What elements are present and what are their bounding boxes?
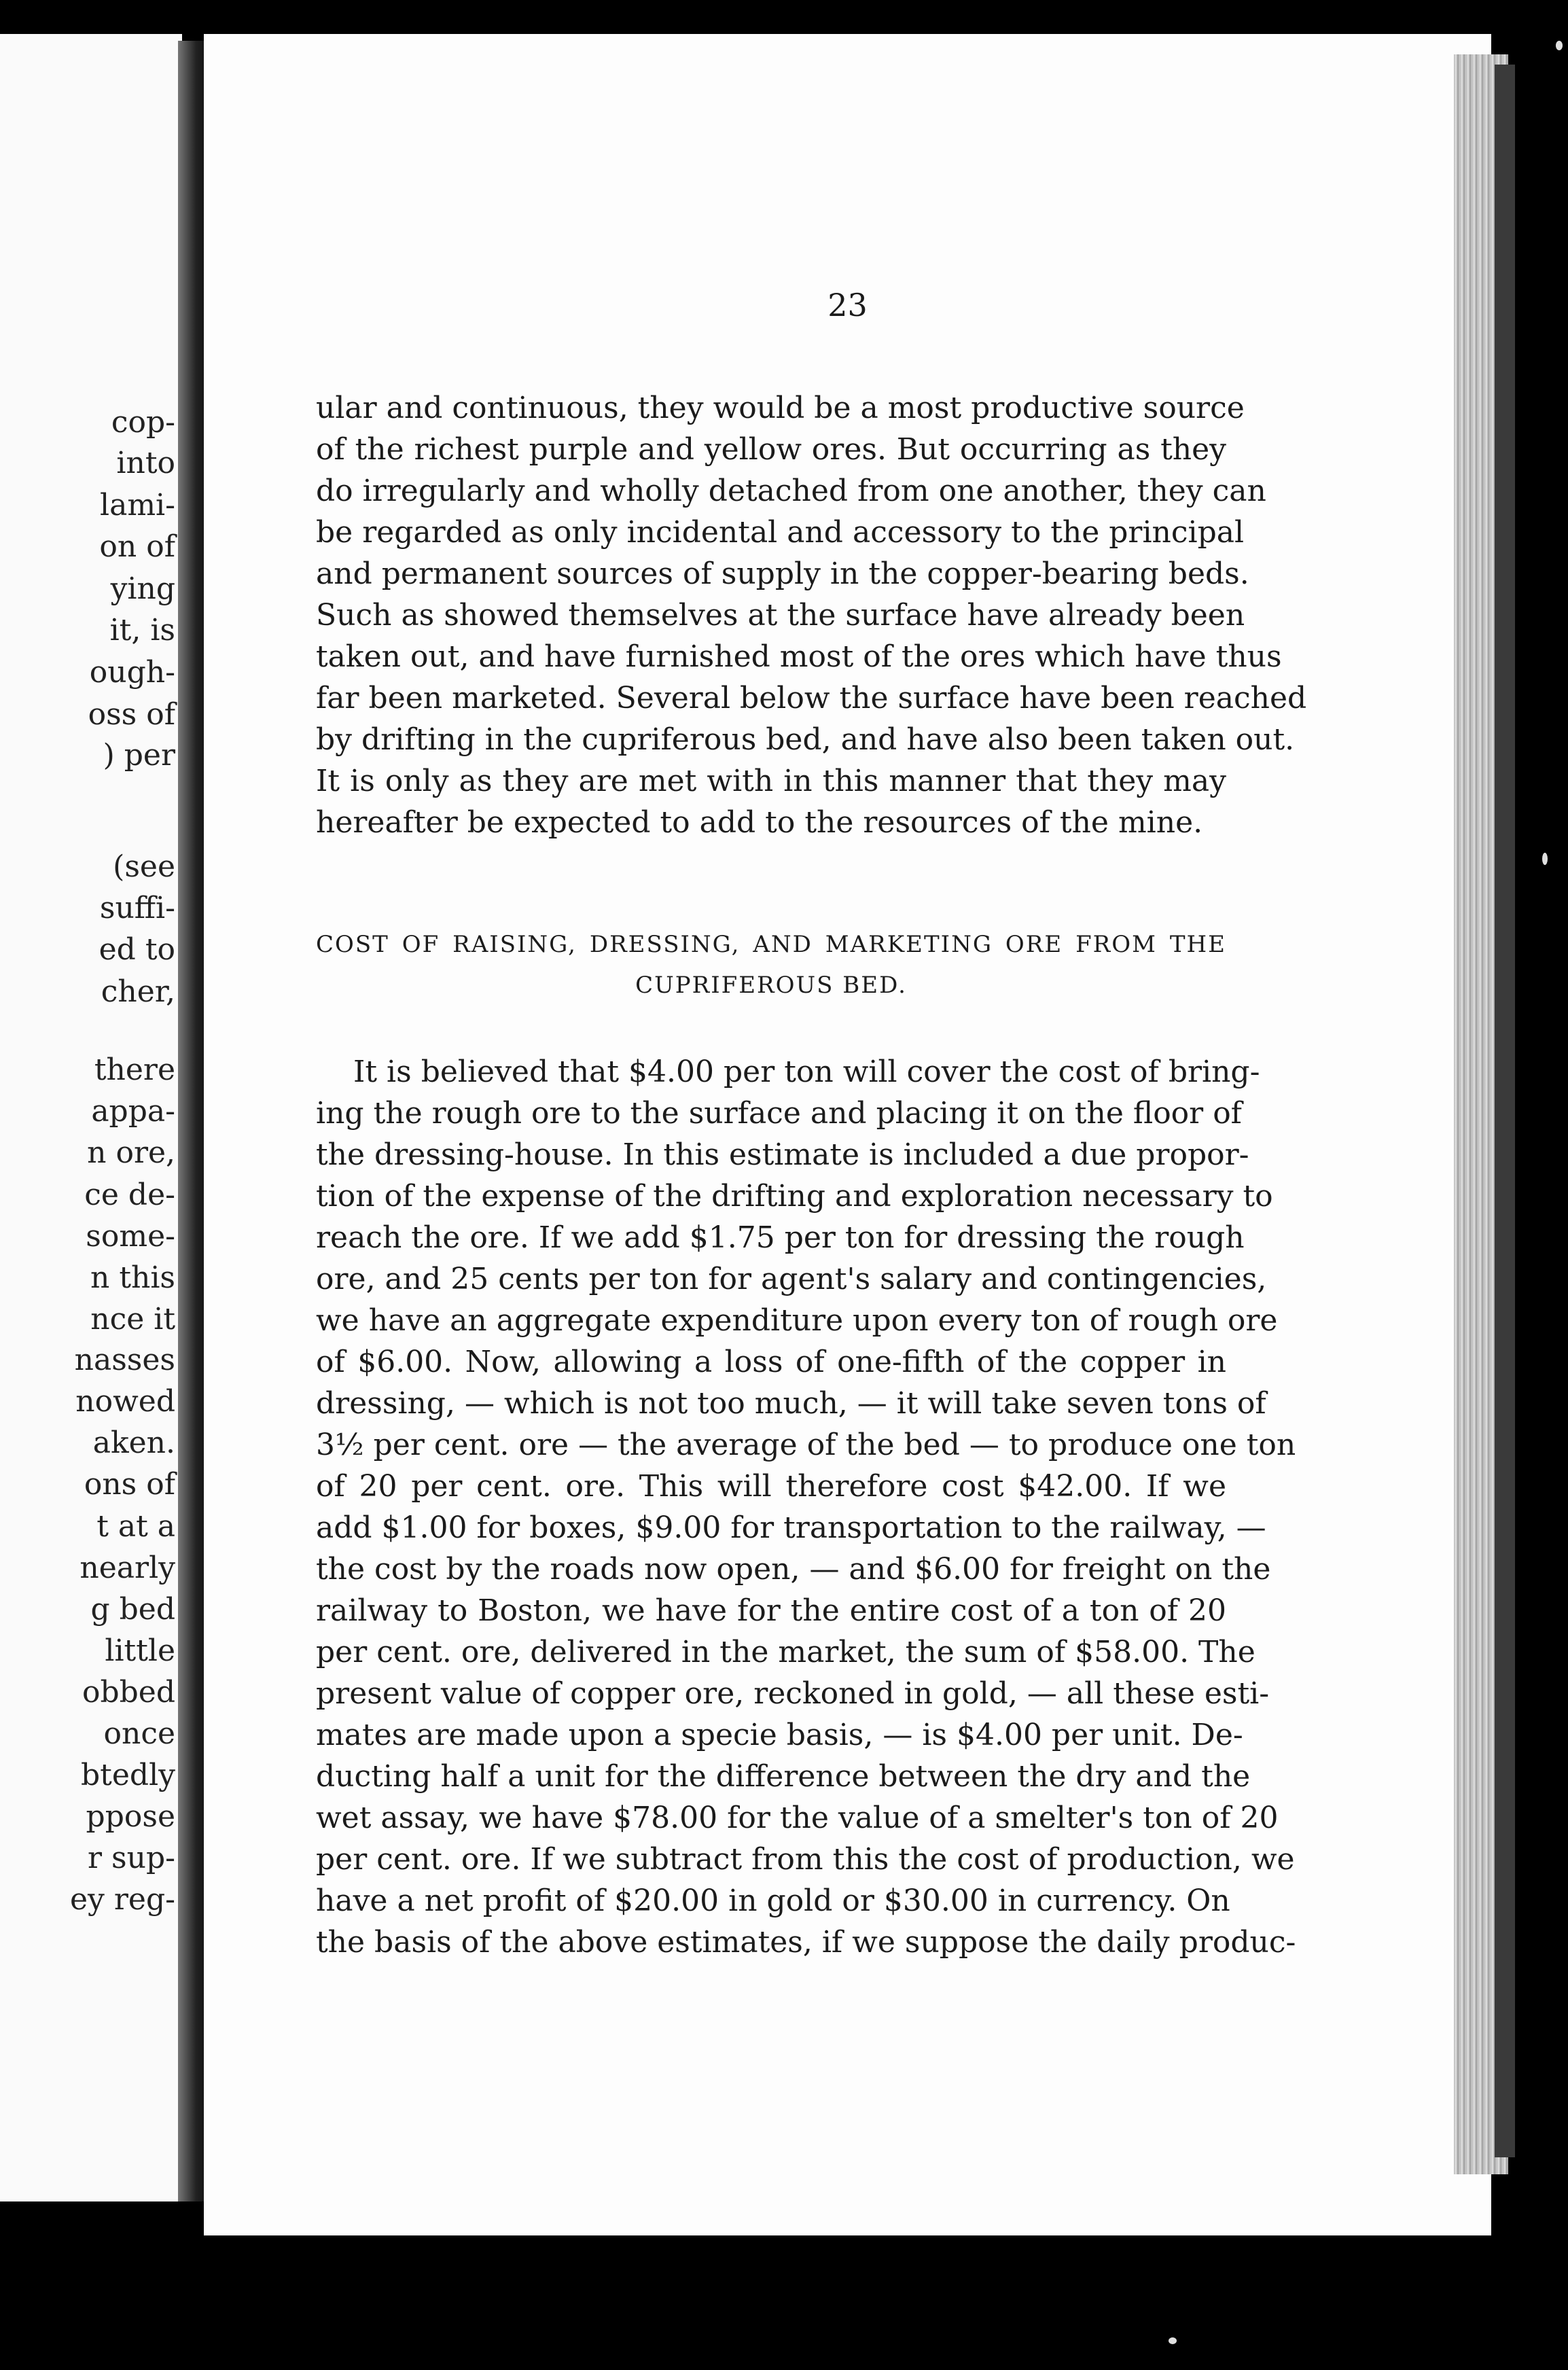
left-page-text-fragment: ce de-	[84, 1178, 175, 1212]
paragraph-continued	[316, 387, 1307, 843]
text-line: hereafter be expected to add to the resources of the mine.	[316, 805, 1203, 840]
left-page-text-fragment: obbed	[82, 1675, 175, 1710]
text-line: and permanent sources of supply in the copper-bearing beds.	[316, 556, 1249, 591]
left-page-text-fragment: some-	[86, 1219, 175, 1254]
left-page-text-fragment: cop-	[111, 405, 175, 440]
text-line: ducting half a unit for the difference between the dry and the	[316, 1759, 1251, 1794]
text-line: be regarded as only incidental and accessory to the principal	[316, 515, 1245, 550]
left-page-text-fragment: nce it	[90, 1302, 175, 1337]
text-line: we have an aggregate expenditure upon every ton of rough ore	[316, 1303, 1278, 1338]
text-line: mates are made upon a specie basis, — is $4.00 per unit. De-	[316, 1718, 1243, 1752]
left-page-text-fragment: there	[94, 1053, 175, 1087]
left-page-text-fragment: n this	[90, 1260, 175, 1295]
text-line: by drifting in the cupriferous bed, and have also been taken out.	[316, 722, 1295, 757]
left-page-text-fragment: cher,	[101, 974, 175, 1009]
text-line: per cent. ore, delivered in the market, the sum of $58.00. The	[316, 1635, 1255, 1669]
text-line: wet assay, we have $78.00 for the value of a smelter's ton of 20	[316, 1801, 1279, 1835]
left-page-text-fragment: nasses	[74, 1343, 175, 1377]
left-page-text-fragment: appa-	[91, 1094, 175, 1129]
heading-line: COST OF RAISING, DRESSING, AND MARKETING ORE FROM THE	[316, 931, 1226, 958]
text-line: of $6.00. Now, allowing a loss of one-fifth of the copper in	[316, 1345, 1226, 1379]
text-line: taken out, and have furnished most of the ores which have thus	[316, 639, 1282, 674]
left-page-text-fragment: ons of	[84, 1467, 175, 1502]
scan-speck	[1556, 41, 1563, 50]
text-line: the cost by the roads now open, — and $6.00 for freight on the	[316, 1552, 1271, 1587]
left-page-text-fragment: nearly	[79, 1551, 175, 1585]
text-line: dressing, — which is not too much, — it will take seven tons of	[316, 1386, 1266, 1421]
left-page-text-fragment: oss of	[88, 697, 175, 732]
text-line: of 20 per cent. ore. This will therefore cost $42.00. If we	[316, 1469, 1226, 1504]
left-page-text-fragment: ough-	[89, 655, 175, 690]
text-line: the basis of the above estimates, if we suppose the daily produc-	[316, 1925, 1296, 1960]
text-line: the dressing-house. In this estimate is included a due propor-	[316, 1137, 1249, 1172]
text-line: ore, and 25 cents per ton for agent's salary and contingencies,	[316, 1262, 1267, 1296]
left-page-text-fragment: little	[105, 1633, 175, 1668]
scan-speck	[1542, 853, 1548, 865]
left-page-text-fragment: it, is	[109, 613, 175, 648]
text-line: of the richest purple and yellow ores. But occurring as they	[316, 432, 1226, 467]
text-line: have a net profit of $20.00 in gold or $30.00 in currency. On	[316, 1883, 1230, 1918]
book-page	[204, 34, 1491, 2235]
text-line: far been marketed. Several below the surface have been reached	[316, 681, 1307, 715]
text-line: do irregularly and wholly detached from one another, they can	[316, 474, 1266, 508]
left-page-text-fragment: (see	[113, 849, 175, 884]
text-line: railway to Boston, we have for the entire cost of a ton of 20	[316, 1593, 1226, 1628]
text-line: 3½ per cent. ore — the average of the bed — to produce one ton	[316, 1428, 1296, 1462]
left-page-text-fragment: n ore,	[87, 1135, 175, 1170]
paragraph-cost-estimate	[316, 1051, 1296, 1963]
left-page-text-fragment: lami-	[100, 488, 175, 523]
left-page-text-fragment: r sup-	[88, 1841, 175, 1875]
left-page-text-fragment: ey reg-	[70, 1882, 175, 1917]
left-page-text-fragment: on of	[99, 529, 175, 564]
text-line: ing the rough ore to the surface and placing it on the floor of	[316, 1096, 1242, 1131]
page-edge-shadow	[1495, 65, 1515, 2157]
text-line: reach the ore. If we add $1.75 per ton for dressing the rough	[316, 1220, 1245, 1255]
text-line: ular and continuous, they would be a most productive source	[316, 391, 1245, 425]
text-line: add $1.00 for boxes, $9.00 for transportation to the railway, —	[316, 1510, 1266, 1545]
left-page-text-fragment: ying	[110, 571, 175, 606]
scan-speck	[1169, 2337, 1177, 2344]
page-number: 23	[827, 287, 868, 323]
text-line: per cent. ore. If we subtract from this the cost of production, we	[316, 1842, 1295, 1877]
left-page-text-fragment: ed to	[99, 932, 175, 967]
heading-line: CUPRIFEROUS BED.	[635, 972, 907, 999]
left-page-text-fragment: aken.	[92, 1426, 175, 1460]
left-page-text-fragment: t at a	[96, 1509, 175, 1544]
left-page-text-fragment: ppose	[86, 1799, 175, 1834]
text-line: present value of copper ore, reckoned in gold, — all these esti-	[316, 1676, 1270, 1711]
left-page-text-fragment: suffi-	[99, 891, 175, 925]
section-heading	[316, 924, 1226, 1006]
text-line: It is believed that $4.00 per ton will cover the cost of bring-	[353, 1055, 1260, 1089]
left-page-text-fragment: g bed	[90, 1592, 175, 1627]
left-page-text-fragment: into	[116, 446, 175, 480]
text-line: tion of the expense of the drifting and exploration necessary to	[316, 1179, 1273, 1214]
left-facing-page	[0, 34, 182, 2201]
left-page-text-fragment: nowed	[75, 1384, 175, 1419]
left-page-text-fragment: ) per	[103, 738, 175, 773]
left-page-text-fragment: once	[103, 1716, 175, 1751]
text-line: Such as showed themselves at the surface have already been	[316, 598, 1245, 633]
left-page-text-fragment: btedly	[81, 1758, 175, 1792]
text-line: It is only as they are met with in this manner that they may	[316, 764, 1226, 798]
